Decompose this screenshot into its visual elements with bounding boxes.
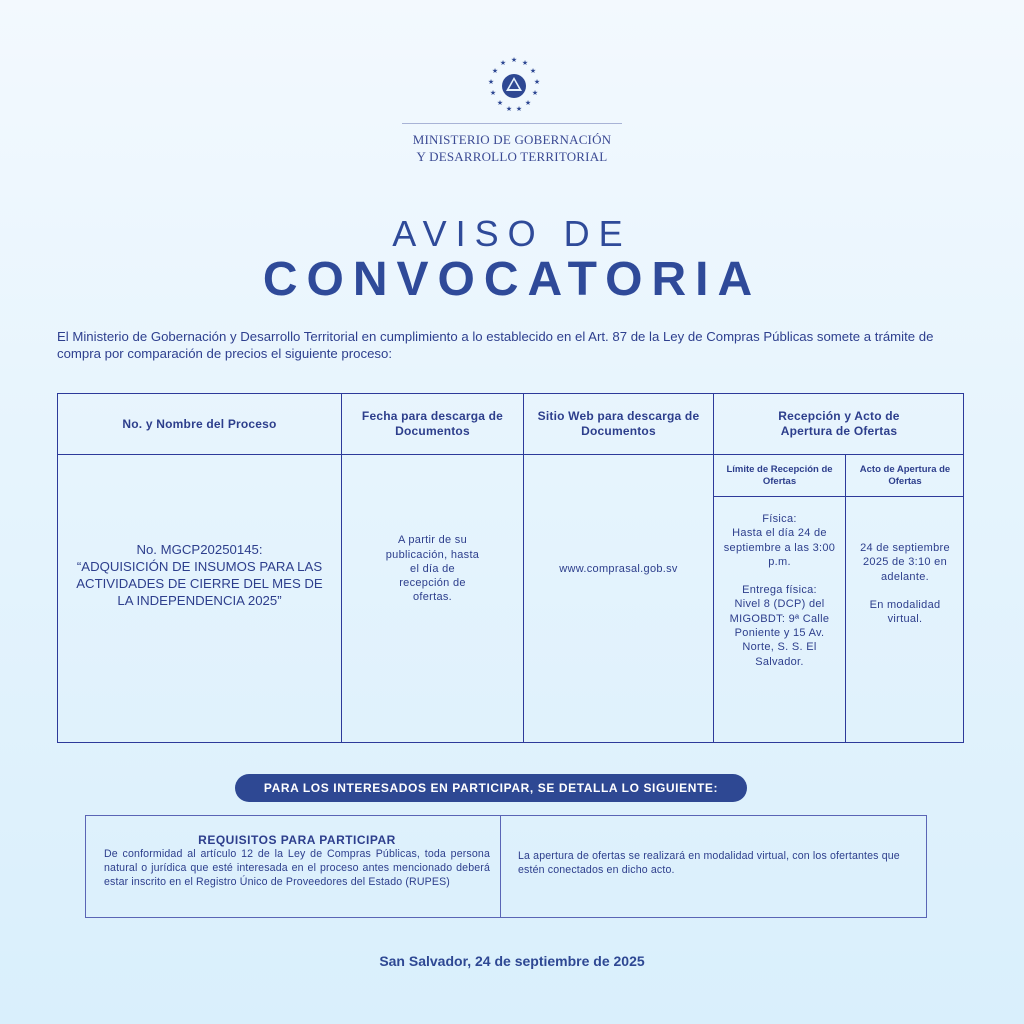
title-line2: CONVOCATORIA [262,253,762,306]
process-cell [58,455,341,695]
svg-text:★: ★ [505,106,513,113]
reception-physical: Hasta el día 24 de septiembre a las 3:00 p.m. [723,527,836,568]
svg-text:★: ★ [499,60,507,67]
website-link[interactable]: www.comprasal.gob.sv [559,562,678,575]
intro-paragraph: El Ministerio de Gobernación y Desarrollo Territorial en cumplimiento a lo establecido en el Art. 87 de la Ley de Compras Públicas somete a trámite de compra por comparación de precios el siguiente proceso: [57,329,934,361]
header-divider [402,123,622,124]
header-process: No. y Nombre del Proceso [122,416,277,431]
ministry-name-line2: Y DESARROLLO TERRITORIAL [416,149,608,164]
svg-text:★: ★ [489,90,497,97]
svg-text:★: ★ [491,68,499,75]
reception-delivery-label: Entrega física: [742,584,817,597]
header-website: Sitio Web para descarga de Documentos [537,409,700,438]
svg-text:★: ★ [521,60,529,67]
svg-text:★: ★ [510,57,518,64]
opening-act-cell [846,541,964,626]
process-number: No. MGCP20250145: [136,542,263,557]
opening-note: La apertura de ofertas se realizará en modalidad virtual, con los ofertantes que estén conectados en dicho acto. [518,850,900,876]
participation-banner: PARA LOS INTERESADOS EN PARTICIPAR, SE DETALLA LO SIGUIENTE: [235,774,747,802]
reception-limit-cell [714,512,845,669]
requirements-title: REQUISITOS PARA PARTICIPAR [198,833,396,847]
svg-text:★: ★ [487,79,495,86]
reception-delivery: Nivel 8 (DCP) del MIGOBDT: 9ª Calle Poniente y 15 Av. Norte, S. S. El Salvador. [729,598,830,668]
svg-text:★: ★ [529,68,537,75]
process-name: “ADQUISICIÓN DE INSUMOS PARA LAS ACTIVIDADES DE CIERRE DEL MES DE LA INDEPENDENCIA 2025” [76,559,323,608]
header-reception: Recepción y Acto de Apertura de Ofertas [778,409,900,438]
requirements-text: De conformidad al artículo 12 de la Ley de Compras Públicas, toda persona natural o jurídica que esté interesada en el proceso antes mencionado deberá estar inscrito en el Registro Único de Proveedores del Estado (RUPES) [104,848,490,888]
svg-text:★: ★ [531,90,539,97]
svg-text:★: ★ [533,79,541,86]
svg-text:★: ★ [524,100,532,107]
reception-physical-label: Física: [762,513,797,525]
download-date-cell: A partir de su publicación, hasta el día de recepción de ofertas. [385,534,480,604]
coat-of-arms-icon [484,55,544,115]
requirements-box [85,815,927,918]
opening-mode: En modalidad virtual. [869,598,941,626]
header-download-date: Fecha para descarga de Documentos [361,409,504,438]
opening-date: 24 de septiembre 2025 de 3:10 en adelante. [860,542,950,583]
process-table [57,393,964,743]
header-opening-act: Acto de Apertura de Ofertas [859,463,951,487]
title-line1: AVISO DE [392,213,632,254]
svg-text:★: ★ [515,106,523,113]
svg-text:★: ★ [496,100,504,107]
ministry-name-line1: MINISTERIO DE GOBERNACIÓN [412,132,612,147]
footer-date: San Salvador, 24 de septiembre de 2025 [379,953,645,969]
header-reception-limit: Límite de Recepción de Ofertas [726,463,833,487]
